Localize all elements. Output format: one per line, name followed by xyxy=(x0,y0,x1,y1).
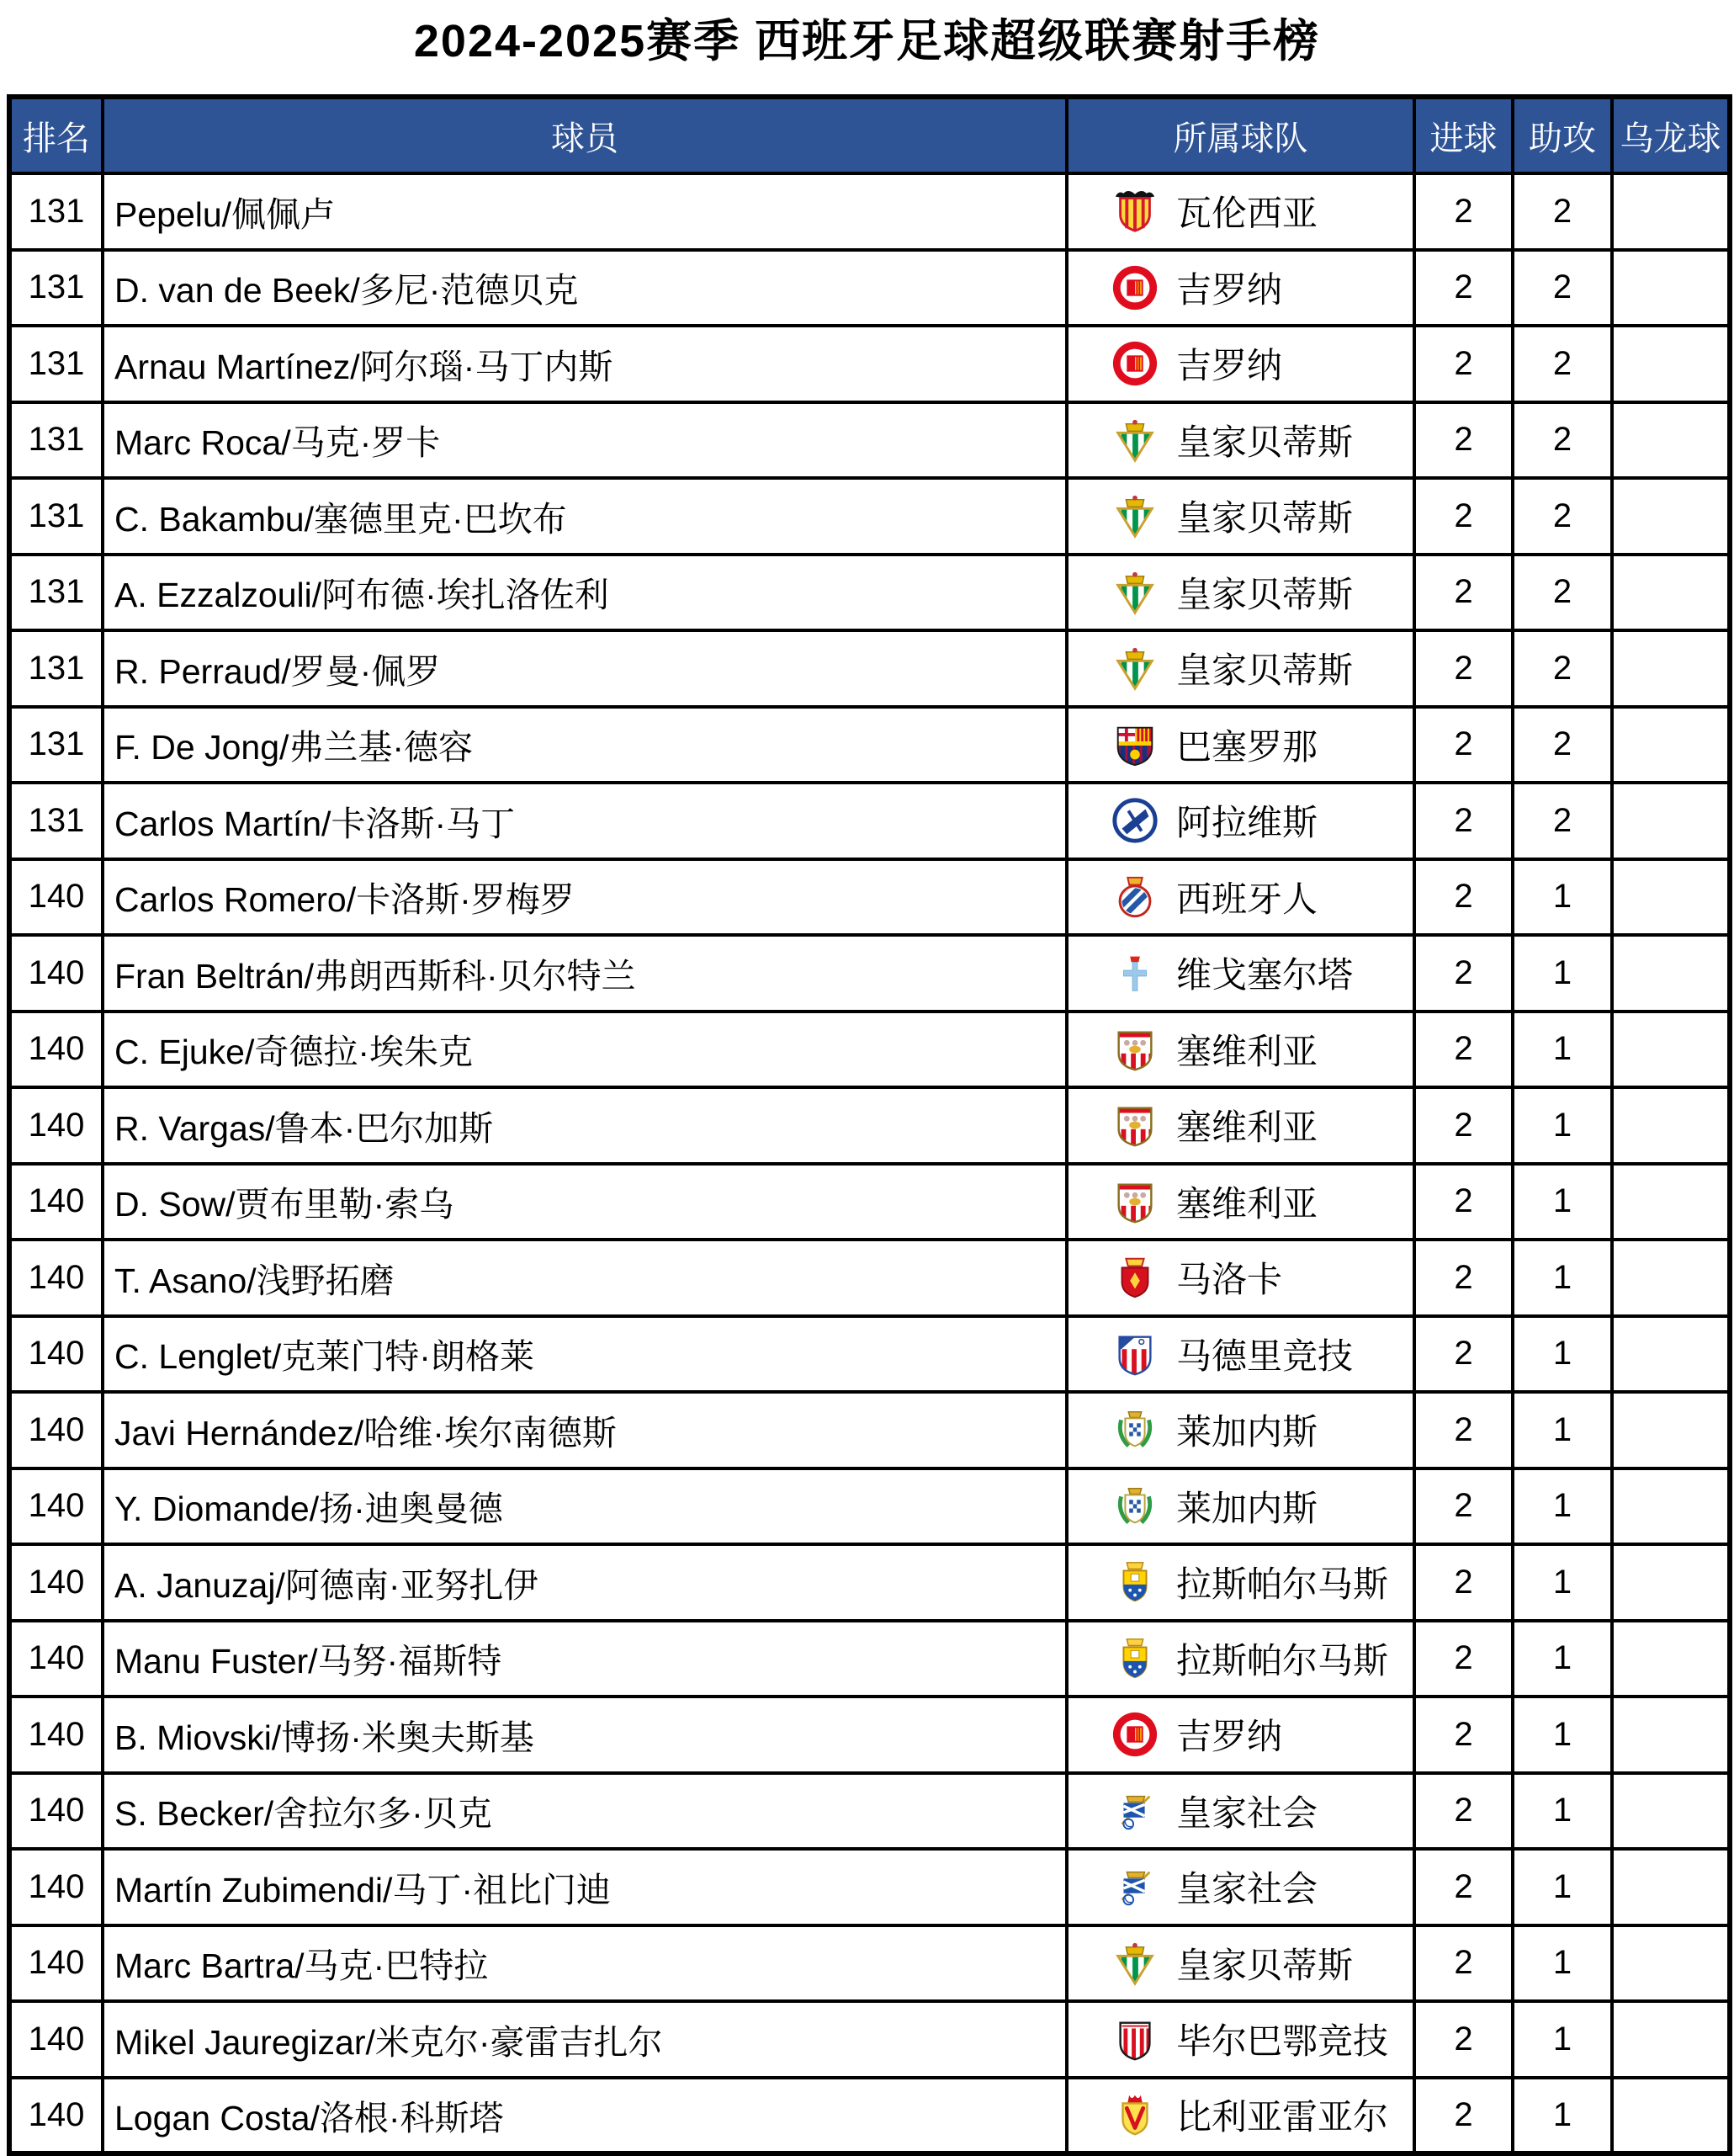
table-row xyxy=(9,859,1730,936)
assists-cell: 2 xyxy=(1513,478,1612,555)
team-cell xyxy=(1067,402,1414,479)
team-name: 皇家社会 xyxy=(1176,1869,1318,1909)
team-cell xyxy=(1067,1392,1414,1468)
team-name: 阿拉维斯 xyxy=(1176,803,1318,843)
assists-cell: 2 xyxy=(1513,555,1612,631)
team-cell xyxy=(1067,1849,1414,1925)
table-row xyxy=(9,1544,1730,1621)
table-row xyxy=(9,1925,1730,2002)
col-header-team: 所属球队 xyxy=(1067,97,1414,173)
assists-cell: 2 xyxy=(1513,326,1612,402)
goals-cell: 2 xyxy=(1414,935,1513,1012)
table-row xyxy=(9,783,1730,859)
sociedad-crest-icon xyxy=(1111,1787,1159,1835)
goals-cell: 2 xyxy=(1414,1392,1513,1468)
rank-cell: 131 xyxy=(9,250,103,327)
rank-cell: 131 xyxy=(9,402,103,479)
goals-cell: 2 xyxy=(1414,173,1513,250)
sociedad-crest-icon xyxy=(1111,1862,1159,1911)
player-cell: S. Becker/舍拉尔多·贝克 xyxy=(103,1773,1067,1850)
player-cell: A. Ezzalzouli/阿布德·埃扎洛佐利 xyxy=(103,555,1067,631)
page-title: 2024-2025赛季 西班牙足球超级联赛射手榜 xyxy=(413,16,1321,66)
team-name: 皇家贝蒂斯 xyxy=(1176,1945,1354,1985)
rank-cell: 131 xyxy=(9,173,103,250)
assists-cell: 1 xyxy=(1513,859,1612,936)
player-cell: A. Januzaj/阿德南·亚努扎伊 xyxy=(103,1544,1067,1621)
player-cell: Fran Beltrán/弗朗西斯科·贝尔特兰 xyxy=(103,935,1067,1012)
rank-cell: 140 xyxy=(9,1392,103,1468)
rank-cell: 140 xyxy=(9,2001,103,2078)
player-cell: C. Lenglet/克莱门特·朗格莱 xyxy=(103,1316,1067,1393)
goals-cell: 2 xyxy=(1414,2001,1513,2078)
team-cell xyxy=(1067,783,1414,859)
team-wrap xyxy=(1069,1481,1413,1532)
own-goals-cell xyxy=(1612,1925,1730,2002)
team-cell xyxy=(1067,1925,1414,2002)
betis-crest-icon xyxy=(1111,644,1159,693)
team-wrap xyxy=(1069,2014,1413,2064)
player-cell: B. Miovski/博扬·米奥夫斯基 xyxy=(103,1697,1067,1773)
goals-cell: 2 xyxy=(1414,2078,1513,2154)
own-goals-cell xyxy=(1612,1621,1730,1697)
goals-cell: 2 xyxy=(1414,1773,1513,1850)
own-goals-cell xyxy=(1612,555,1730,631)
table-row xyxy=(9,630,1730,707)
table-row xyxy=(9,2078,1730,2154)
team-wrap xyxy=(1069,567,1413,618)
team-name: 拉斯帕尔马斯 xyxy=(1176,1640,1389,1681)
own-goals-cell xyxy=(1612,1468,1730,1545)
table-row xyxy=(9,2001,1730,2078)
player-cell: Carlos Martín/卡洛斯·马丁 xyxy=(103,783,1067,859)
team-name: 吉罗纳 xyxy=(1176,269,1283,310)
table-row xyxy=(9,1697,1730,1773)
team-cell xyxy=(1067,1164,1414,1240)
team-name: 莱加内斯 xyxy=(1176,1488,1318,1528)
goals-cell: 2 xyxy=(1414,1240,1513,1316)
team-wrap xyxy=(1069,1938,1413,1989)
team-name: 吉罗纳 xyxy=(1176,1717,1283,1757)
atletico-crest-icon xyxy=(1111,1330,1159,1378)
team-wrap xyxy=(1069,186,1413,236)
own-goals-cell xyxy=(1612,2001,1730,2078)
athletic-crest-icon xyxy=(1111,2015,1159,2063)
player-cell: Marc Bartra/马克·巴特拉 xyxy=(103,1925,1067,2002)
own-goals-cell xyxy=(1612,707,1730,783)
betis-crest-icon xyxy=(1111,1939,1159,1988)
team-cell xyxy=(1067,555,1414,631)
own-goals-cell xyxy=(1612,935,1730,1012)
rank-cell: 140 xyxy=(9,1621,103,1697)
team-name: 莱加内斯 xyxy=(1176,1412,1318,1452)
team-cell xyxy=(1067,1621,1414,1697)
team-wrap xyxy=(1069,1252,1413,1303)
player-cell: Javi Hernández/哈维·埃尔南德斯 xyxy=(103,1392,1067,1468)
own-goals-cell xyxy=(1612,250,1730,327)
player-cell: Marc Roca/马克·罗卡 xyxy=(103,402,1067,479)
own-goals-cell xyxy=(1612,1240,1730,1316)
team-wrap xyxy=(1069,491,1413,541)
own-goals-cell xyxy=(1612,1316,1730,1393)
own-goals-cell xyxy=(1612,326,1730,402)
team-name: 吉罗纳 xyxy=(1176,346,1283,386)
rank-cell: 140 xyxy=(9,1544,103,1621)
own-goals-cell xyxy=(1612,1087,1730,1164)
assists-cell: 2 xyxy=(1513,173,1612,250)
player-cell: Y. Diomande/扬·迪奥曼德 xyxy=(103,1468,1067,1545)
player-cell: Carlos Romero/卡洛斯·罗梅罗 xyxy=(103,859,1067,936)
betis-crest-icon xyxy=(1111,568,1159,617)
assists-cell: 2 xyxy=(1513,783,1612,859)
goals-cell: 2 xyxy=(1414,250,1513,327)
sevilla-crest-icon xyxy=(1111,1177,1159,1226)
assists-cell: 2 xyxy=(1513,402,1612,479)
team-cell xyxy=(1067,1544,1414,1621)
valencia-crest-icon xyxy=(1111,187,1159,236)
team-wrap xyxy=(1069,1861,1413,1912)
table-row xyxy=(9,478,1730,555)
player-cell: C. Ejuke/奇德拉·埃朱克 xyxy=(103,1012,1067,1088)
own-goals-cell xyxy=(1612,1164,1730,1240)
player-cell: D. Sow/贾布里勒·索乌 xyxy=(103,1164,1067,1240)
team-name: 皇家贝蒂斯 xyxy=(1176,498,1354,539)
table-row xyxy=(9,326,1730,402)
sevilla-crest-icon xyxy=(1111,1101,1159,1150)
own-goals-cell xyxy=(1612,783,1730,859)
girona-crest-icon xyxy=(1111,339,1159,388)
table-row xyxy=(9,707,1730,783)
table-row xyxy=(9,555,1730,631)
table-row xyxy=(9,1012,1730,1088)
barcelona-crest-icon xyxy=(1111,720,1159,769)
table-row xyxy=(9,1316,1730,1393)
rank-cell: 131 xyxy=(9,707,103,783)
goals-cell: 2 xyxy=(1414,783,1513,859)
goals-cell: 2 xyxy=(1414,1544,1513,1621)
team-cell xyxy=(1067,250,1414,327)
assists-cell: 1 xyxy=(1513,1697,1612,1773)
table-row xyxy=(9,1164,1730,1240)
team-wrap xyxy=(1069,872,1413,922)
team-wrap xyxy=(1069,1786,1413,1836)
goals-cell: 2 xyxy=(1414,1164,1513,1240)
player-cell: C. Bakambu/塞德里克·巴坎布 xyxy=(103,478,1067,555)
assists-cell: 1 xyxy=(1513,1621,1612,1697)
assists-cell: 1 xyxy=(1513,2078,1612,2154)
girona-crest-icon xyxy=(1111,263,1159,312)
leganes-crest-icon xyxy=(1111,1405,1159,1454)
rank-cell: 140 xyxy=(9,1468,103,1545)
team-wrap xyxy=(1069,338,1413,389)
goals-cell: 2 xyxy=(1414,1925,1513,2002)
assists-cell: 1 xyxy=(1513,1164,1612,1240)
team-wrap xyxy=(1069,2090,1413,2140)
team-wrap xyxy=(1069,1709,1413,1760)
rank-cell: 140 xyxy=(9,1849,103,1925)
goals-cell: 2 xyxy=(1414,1697,1513,1773)
table-row xyxy=(9,1240,1730,1316)
team-cell xyxy=(1067,935,1414,1012)
table-row xyxy=(9,1773,1730,1850)
table-row xyxy=(9,1468,1730,1545)
goals-cell: 2 xyxy=(1414,1012,1513,1088)
team-name: 毕尔巴鄂竞技 xyxy=(1176,2021,1389,2062)
player-cell: Mikel Jauregizar/米克尔·豪雷吉扎尔 xyxy=(103,2001,1067,2078)
own-goals-cell xyxy=(1612,1697,1730,1773)
player-cell: D. van de Beek/多尼·范德贝克 xyxy=(103,250,1067,327)
assists-cell: 1 xyxy=(1513,1316,1612,1393)
team-cell xyxy=(1067,326,1414,402)
team-name: 拉斯帕尔马斯 xyxy=(1176,1564,1389,1605)
col-header-assists: 助攻 xyxy=(1513,97,1612,173)
team-wrap xyxy=(1069,1024,1413,1075)
scorers-table xyxy=(7,94,1732,2156)
goals-cell: 2 xyxy=(1414,1621,1513,1697)
rank-cell: 140 xyxy=(9,1240,103,1316)
assists-cell: 1 xyxy=(1513,1849,1612,1925)
table-header xyxy=(9,97,1730,173)
team-cell xyxy=(1067,2078,1414,2154)
team-cell xyxy=(1067,1240,1414,1316)
team-name: 塞维利亚 xyxy=(1176,1031,1318,1071)
team-name: 塞维利亚 xyxy=(1176,1183,1318,1224)
goals-cell: 2 xyxy=(1414,1468,1513,1545)
team-cell xyxy=(1067,1012,1414,1088)
table-row xyxy=(9,935,1730,1012)
team-name: 马洛卡 xyxy=(1176,1260,1283,1300)
rank-cell: 140 xyxy=(9,1164,103,1240)
table-row xyxy=(9,173,1730,250)
goals-cell: 2 xyxy=(1414,630,1513,707)
own-goals-cell xyxy=(1612,1773,1730,1850)
espanyol-crest-icon xyxy=(1111,873,1159,921)
own-goals-cell xyxy=(1612,173,1730,250)
assists-cell: 1 xyxy=(1513,1087,1612,1164)
assists-cell: 1 xyxy=(1513,1468,1612,1545)
team-name: 皇家贝蒂斯 xyxy=(1176,422,1354,462)
assists-cell: 1 xyxy=(1513,1392,1612,1468)
assists-cell: 1 xyxy=(1513,1012,1612,1088)
assists-cell: 1 xyxy=(1513,935,1612,1012)
own-goals-cell xyxy=(1612,2078,1730,2154)
table-row xyxy=(9,250,1730,327)
team-cell xyxy=(1067,2001,1414,2078)
assists-cell: 1 xyxy=(1513,1773,1612,1850)
rank-cell: 140 xyxy=(9,1697,103,1773)
assists-cell: 2 xyxy=(1513,250,1612,327)
own-goals-cell xyxy=(1612,1849,1730,1925)
las-palmas-crest-icon xyxy=(1111,1558,1159,1606)
col-header-own-goals: 乌龙球 xyxy=(1612,97,1730,173)
girona-crest-icon xyxy=(1111,1710,1159,1759)
own-goals-cell xyxy=(1612,859,1730,936)
betis-crest-icon xyxy=(1111,491,1159,540)
goals-cell: 2 xyxy=(1414,1316,1513,1393)
team-cell xyxy=(1067,859,1414,936)
rank-cell: 140 xyxy=(9,1012,103,1088)
assists-cell: 2 xyxy=(1513,630,1612,707)
team-name: 巴塞罗那 xyxy=(1176,726,1318,767)
player-cell: Logan Costa/洛根·科斯塔 xyxy=(103,2078,1067,2154)
team-wrap xyxy=(1069,1633,1413,1684)
rank-cell: 140 xyxy=(9,1316,103,1393)
team-wrap xyxy=(1069,1329,1413,1379)
leganes-crest-icon xyxy=(1111,1482,1159,1531)
table-row xyxy=(9,1849,1730,1925)
goals-cell: 2 xyxy=(1414,1087,1513,1164)
player-cell: R. Perraud/罗曼·佩罗 xyxy=(103,630,1067,707)
team-wrap xyxy=(1069,415,1413,465)
team-wrap xyxy=(1069,795,1413,846)
assists-cell: 1 xyxy=(1513,1240,1612,1316)
table-row xyxy=(9,402,1730,479)
team-name: 西班牙人 xyxy=(1176,879,1318,919)
team-wrap xyxy=(1069,643,1413,693)
assists-cell: 1 xyxy=(1513,1544,1612,1621)
player-cell: R. Vargas/鲁本·巴尔加斯 xyxy=(103,1087,1067,1164)
player-cell: F. De Jong/弗兰基·德容 xyxy=(103,707,1067,783)
rank-cell: 140 xyxy=(9,2078,103,2154)
villarreal-crest-icon xyxy=(1111,2090,1159,2139)
betis-crest-icon xyxy=(1111,416,1159,465)
player-cell: Martín Zubimendi/马丁·祖比门迪 xyxy=(103,1849,1067,1925)
player-cell: Pepelu/佩佩卢 xyxy=(103,173,1067,250)
team-name: 皇家贝蒂斯 xyxy=(1176,651,1354,691)
own-goals-cell xyxy=(1612,402,1730,479)
assists-cell: 1 xyxy=(1513,1925,1612,2002)
team-wrap xyxy=(1069,1557,1413,1607)
team-wrap xyxy=(1069,948,1413,998)
team-cell xyxy=(1067,1773,1414,1850)
table-body xyxy=(9,173,1730,2153)
team-cell xyxy=(1067,1697,1414,1773)
own-goals-cell xyxy=(1612,1012,1730,1088)
goals-cell: 2 xyxy=(1414,1849,1513,1925)
rank-cell: 131 xyxy=(9,783,103,859)
player-cell: Arnau Martínez/阿尔瑙·马丁内斯 xyxy=(103,326,1067,402)
goals-cell: 2 xyxy=(1414,555,1513,631)
rank-cell: 140 xyxy=(9,859,103,936)
own-goals-cell xyxy=(1612,478,1730,555)
rank-cell: 140 xyxy=(9,1773,103,1850)
rank-cell: 131 xyxy=(9,630,103,707)
goals-cell: 2 xyxy=(1414,402,1513,479)
team-cell xyxy=(1067,173,1414,250)
table-row xyxy=(9,1087,1730,1164)
rank-cell: 140 xyxy=(9,935,103,1012)
sevilla-crest-icon xyxy=(1111,1025,1159,1074)
assists-cell: 1 xyxy=(1513,2001,1612,2078)
player-cell: T. Asano/浅野拓磨 xyxy=(103,1240,1067,1316)
team-wrap xyxy=(1069,1100,1413,1150)
team-name: 瓦伦西亚 xyxy=(1176,194,1318,234)
goals-cell: 2 xyxy=(1414,707,1513,783)
player-cell: Manu Fuster/马努·福斯特 xyxy=(103,1621,1067,1697)
team-name: 比利亚雷亚尔 xyxy=(1176,2097,1389,2137)
own-goals-cell xyxy=(1612,630,1730,707)
team-wrap xyxy=(1069,1176,1413,1227)
team-cell xyxy=(1067,630,1414,707)
team-name: 皇家贝蒂斯 xyxy=(1176,574,1354,614)
own-goals-cell xyxy=(1612,1544,1730,1621)
team-cell xyxy=(1067,478,1414,555)
alaves-crest-icon xyxy=(1111,796,1159,845)
team-wrap xyxy=(1069,720,1413,770)
table-row xyxy=(9,1392,1730,1468)
rank-cell: 131 xyxy=(9,478,103,555)
team-cell xyxy=(1067,1468,1414,1545)
team-wrap xyxy=(1069,1405,1413,1455)
team-name: 塞维利亚 xyxy=(1176,1107,1318,1148)
goals-cell: 2 xyxy=(1414,859,1513,936)
rank-cell: 140 xyxy=(9,1925,103,2002)
col-header-player: 球员 xyxy=(103,97,1067,173)
rank-cell: 140 xyxy=(9,1087,103,1164)
team-cell xyxy=(1067,707,1414,783)
goals-cell: 2 xyxy=(1414,326,1513,402)
team-name: 皇家社会 xyxy=(1176,1792,1318,1833)
celta-crest-icon xyxy=(1111,948,1159,997)
team-wrap xyxy=(1069,263,1413,313)
rank-cell: 131 xyxy=(9,326,103,402)
header-row xyxy=(9,97,1730,173)
team-cell xyxy=(1067,1316,1414,1393)
goals-cell: 2 xyxy=(1414,478,1513,555)
las-palmas-crest-icon xyxy=(1111,1634,1159,1683)
own-goals-cell xyxy=(1612,1392,1730,1468)
table-row xyxy=(9,1621,1730,1697)
rank-cell: 131 xyxy=(9,555,103,631)
assists-cell: 2 xyxy=(1513,707,1612,783)
mallorca-crest-icon xyxy=(1111,1253,1159,1302)
col-header-goals: 进球 xyxy=(1414,97,1513,173)
col-header-rank: 排名 xyxy=(9,97,103,173)
team-name: 维戈塞尔塔 xyxy=(1176,955,1354,996)
team-cell xyxy=(1067,1087,1414,1164)
team-name: 马德里竞技 xyxy=(1176,1336,1354,1376)
